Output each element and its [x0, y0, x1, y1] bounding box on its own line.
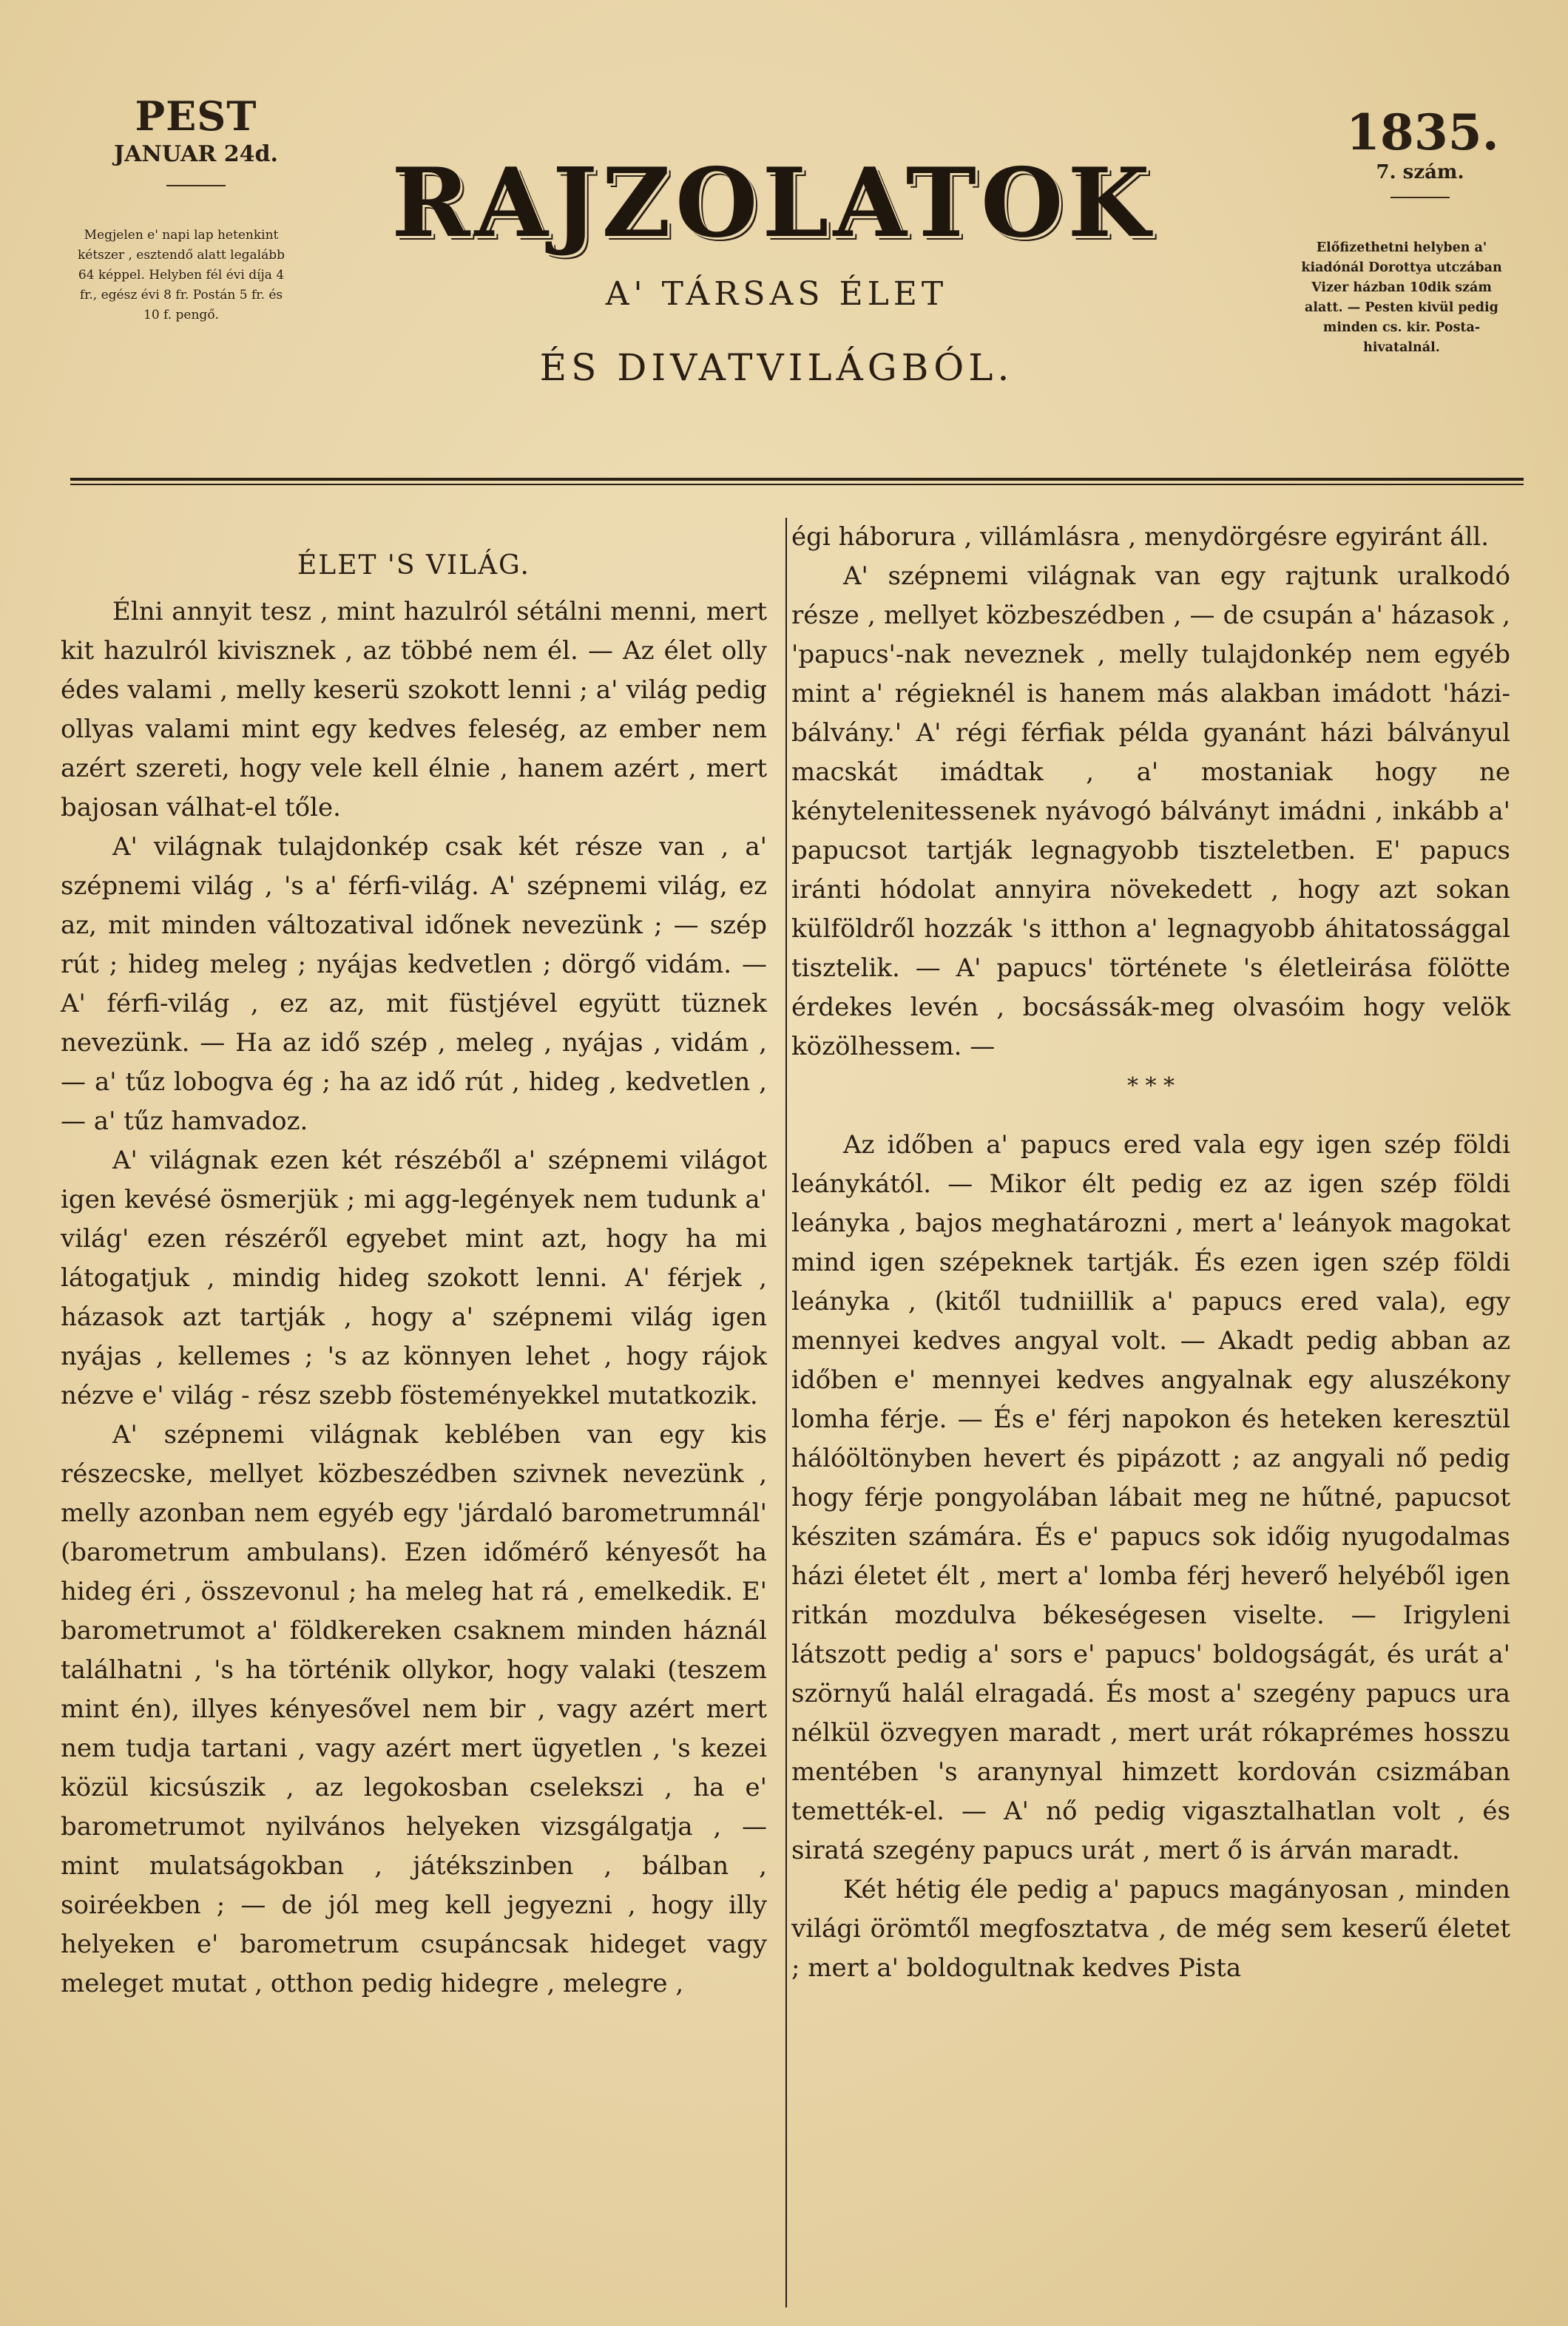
column-divider — [785, 518, 787, 2308]
newspaper-title: RAJZOLATOK — [391, 148, 1155, 259]
divider — [166, 185, 226, 186]
masthead-rule-thin — [70, 484, 1524, 485]
issue-date: JANUAR 24d. — [114, 141, 278, 167]
subscription-notice-right: Előfizethetni helyben a' kiadónál Dorottya utczában Vizer házban 10dik szám alatt. — Pesten kivül pedig minden cs. kir. Posta-hivatalnál. — [1301, 240, 1502, 355]
paragraph: A' világnak tulajdonkép csak két része van , a' szépnemi világ , 's a' férfi-világ. A' szépnemi világ, ez az, mit minden változatival időnek nevezünk ; — szép rút ; hideg meleg ; nyájas kedvetlen ; dörgő vidám. — A' férfi-világ , ez az, mit füstjével együtt tüznek nevezünk. — Ha az idő szép , meleg , nyájas , vidám , — a' tűz lobogva ég ; ha az idő rút , hideg , kedvetlen , — a' tűz hamvadoz. — [61, 832, 767, 1136]
subtitle-line-2: ÉS DIVATVILÁGBÓL. — [539, 346, 1014, 389]
column-right — [791, 518, 1510, 1988]
masthead-rule — [70, 478, 1524, 481]
subscription-notice-left: Megjelen e' napi lap hetenkint kétszer , esztendő alatt legalább 64 képpel. Helyben fél évi díja 4 fr., egész évi 8 fr. Postán 5 fr. és 10 f. pengő. — [77, 228, 285, 322]
paragraph: A' világnak ezen két részéből a' szépnemi világot igen kevésé ösmerjük ; mi agg-legények nem tudunk a' világ' ezen részéről egyebet mint azt, hogy ha mi látogatjuk , mindig hideg szokott lenni. A' férjek , házasok azt tartják , hogy a' szépnemi világ igen nyájas , kellemes ; 's az könnyen lehet , hogy rájok nézve e' világ - rész szebb fösteményekkel mutatkozik. — [61, 1146, 767, 1410]
subtitle-line-1: A' TÁRSAS ÉLET — [605, 275, 948, 313]
issue-number: 7. szám. — [1376, 161, 1464, 183]
article-heading: ÉLET 'S VILÁG. — [297, 550, 530, 581]
paragraph: Élni annyit tesz , mint hazulról sétálni menni, mert kit hazulról kivisznek , az többé nem él. — Az élet olly édes valami , melly keserü szokott lenni ; a' világ pedig ollyas valami mint egy kedves feleség, az ember nem azért szereti, hogy vele kell élnie , hanem azért , mert bajosan válhat-el tőle. — [61, 597, 767, 822]
column-left — [61, 518, 767, 2004]
paragraph: A' szépnemi világnak van egy rajtunk uralkodó része , mellyet közbeszédben , — de csupán a' házasok , 'papucs'-nak neveznek , melly tulajdonkép nem egyéb mint a' régieknél is hanem más alakban imádott 'házi-bálvány.' A' régi férfiak példa gyanánt házi bálványul macskát imádtak , a' mostaniak hogy ne kénytelenitessenek nyávogó bálványt imádni , inkább a' papucsot tartják legnagyobb tiszteletben. E' papucs iránti hódolat annyira növekedett , hogy azt sokan külföldről hozzák 's itthon a' legnagyobb áhitatossággal tisztelik. — A' papucs' története 's életleirása fölötte érdekes levén , bocsássák-meg olvasóim hogy velök közölhessem. — — [791, 561, 1510, 1061]
paragraph: A' szépnemi világnak keblében van egy kis részecske, mellyet közbeszédben szivnek nevezünk , melly azonban nem egyéb egy 'járdaló barometrumnál' (barometrum ambulans). Ezen időmérő kényesőt ha hideg éri , összevonul ; ha meleg hat rá , emelkedik. E' barometrumot a' földkereken csaknem minden háznál találhatni , 's ha történik ollykor, hogy valaki (teszem mint én), illyes kényesővel nem bir , vagy azért mert nem tudja tartani , vagy azért mert ügyetlen , 's kezei közül kicsúszik , az legokosban cselekszi , ha e' barometrumot nyilvános helyeken vizsgálgatja , — mint mulatságokban , játékszinben , bálban , soiréekben ; — de jól meg kell jegyezni , hogy illy helyeken e' barometrum csupáncsak hideget vagy meleget mutat , otthon pedig hidegre , melegre , — [61, 1420, 767, 1998]
divider — [1390, 197, 1450, 198]
city-name: PEST — [135, 92, 257, 140]
section-separator: * * * — [1126, 1073, 1175, 1099]
paragraph: Két hétig éle pedig a' papucs magányosan , minden világi örömtől megfosztatva , de még sem keserű életet ; mert a' boldogultnak kedves Pista — [791, 1875, 1510, 1983]
masthead-left — [111, 92, 281, 206]
masthead-right — [1346, 104, 1499, 198]
year: 1835. — [1346, 104, 1499, 161]
paragraph: égi háborura , villámlásra , menydörgésre egyiránt áll. — [791, 522, 1490, 552]
paragraph: Az időben a' papucs ered vala egy igen szép földi leánykától. — Mikor élt pedig ez az igen szép földi leányka , bajos meghatározni , mert a' leányok magokat mind igen szépeknek tartják. És ezen igen szép földi leányka , (kitől tudniillik a' papucs ered vala), egy mennyei kedves angyal volt. — Akadt pedig abban az időben e' mennyei kedves angyalnak egy aluszékony lomha férje. — És e' férj napokon és heteken keresztül hálóöltönyben hevert és pipázott ; az angyali nő pedig hogy férje pongyolában lábait meg ne hűtné, papucsot késziten számára. És e' papucs sok időig nyugodalmas házi életet élt , mert a' lomba férj heverő helyéből igen ritkán mozdulva békeségesen viselte. — Irigyleni látszott pedig a' sors e' papucs' boldogságát, és urát a' szörnyű halál elragadá. És most a' szegény papucs ura nélkül özvegyen maradt , mert urát rókaprémes hosszu mentében 's aranynyal himzett kordován csizmában temették-el. — A' nő pedig vigasztalhatlan volt , és siratá szegény papucs urát , mert ő is árván maradt. — [791, 1130, 1510, 1865]
